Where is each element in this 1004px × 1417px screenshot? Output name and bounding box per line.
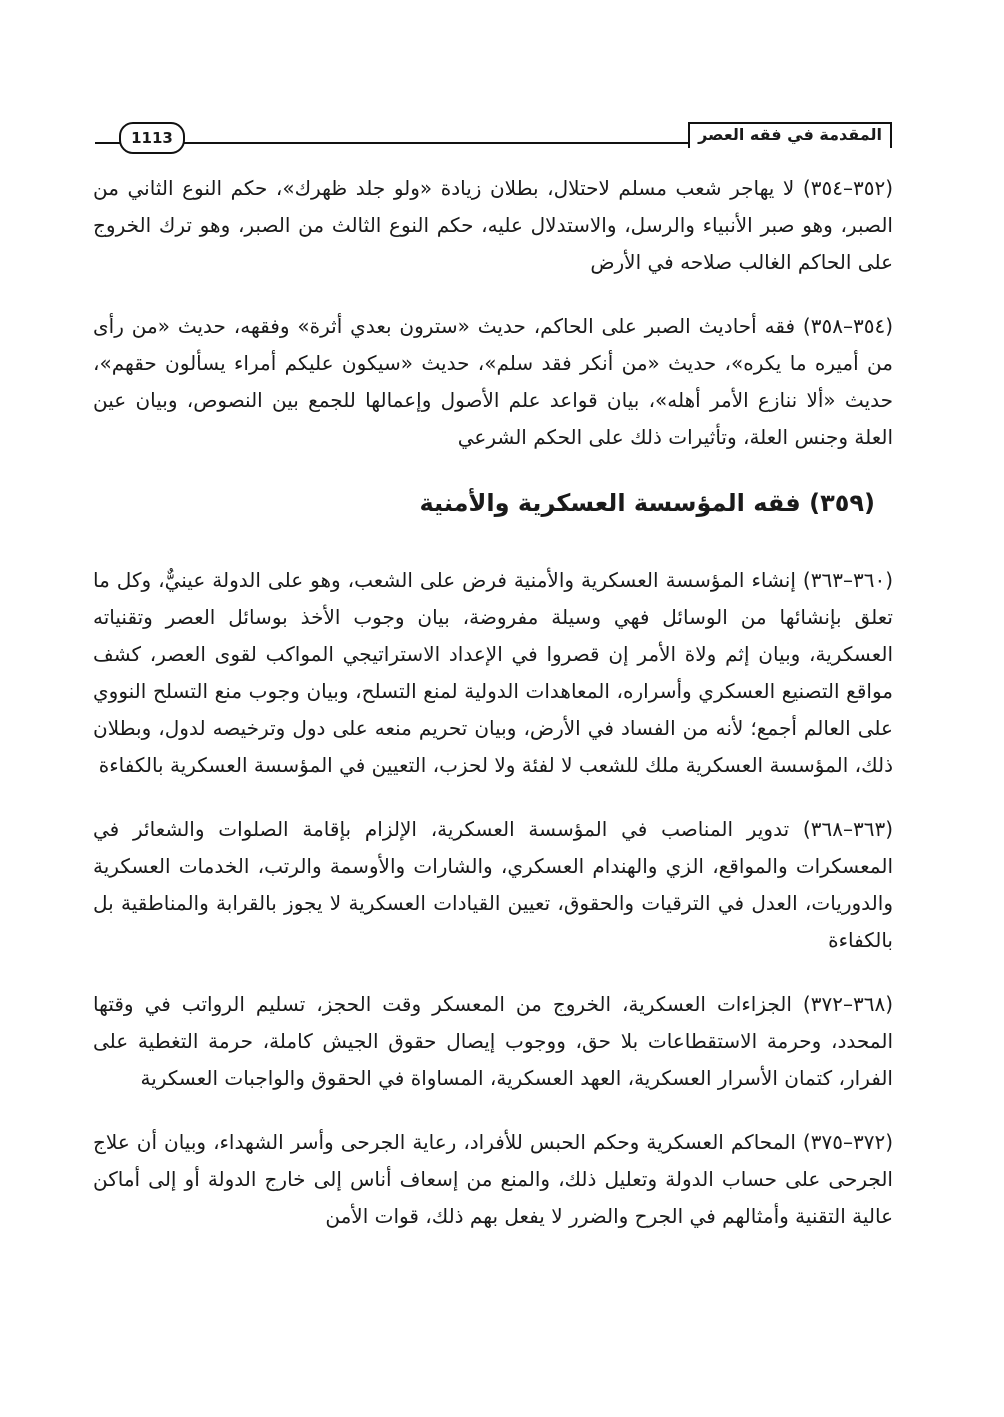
paragraph-368-372: (٣٦٨–٣٧٢) الجزاءات العسكرية، الخروج من المعسكر وقت الحجز، تسليم الرواتب في وقتها المحدد، وحرمة الاستقطاعات بلا حق، ووجوب إيصال حقوق الجيش كاملة، حرمة التغطية على الفرار، كتمان الأسرار العسكرية، العهد العسكرية، المساواة في الحقوق والواجبات العسكرية xyxy=(93,992,893,1090)
paragraph-363-368: (٣٦٣–٣٦٨) تدوير المناصب في المؤسسة العسكرية، الإلزام بإقامة الصلوات والشعائر في المعسكرات والمواقع، الزي والهندام العسكري، والشارات والأوسمة والرتب، الخدمات العسكرية والدوريات، العدل في الترقيات والحقوق، تعيين القيادات العسكرية لا يجوز بالقرابة والمناطقية بل بالكفاءة xyxy=(93,817,893,952)
running-title: المقدمة في فقه العصر xyxy=(688,122,892,148)
section-heading: (٣٥٩) فقه المؤسسة العسكرية والأمنية xyxy=(419,489,875,517)
page-number: 1113 xyxy=(119,122,185,154)
page-header xyxy=(95,112,892,152)
page-body xyxy=(93,170,893,1262)
paragraph-372-375: (٣٧٢–٣٧٥) المحاكم العسكرية وحكم الحبس للأفراد، رعاية الجرحى وأسر الشهداء، وبيان أن علاج الجرحى على حساب الدولة وتعليل ذلك، والمنع من إسعاف أناس إلى خارج الدولة أو إلى أماكن عالية التقنية وأمثالهم في الجرح والضرر لا يفعل بهم ذلك، قوات الأمن xyxy=(93,1130,893,1228)
paragraph-360-363: (٣٦٠–٣٦٣) إنشاء المؤسسة العسكرية والأمنية فرض على الشعب، وهو على الدولة عينيٌّ، وكل ما تعلق بإنشائها من الوسائل فهي وسيلة مفروضة، بيان وجوب الأخذ بوسائل العصر وتقنياته العسكرية، وبيان إثم ولاة الأمر إن قصروا في الإعداد الاستراتيجي المواكب لقوى العصر، كشف مواقع التصنيع العسكري وأسراره، المعاهدات الدولية لمنع التسلح، وبيان وجوب منع التسلح النووي على العالم أجمع؛ لأنه من الفساد في الأرض، وبيان تحريم منعه على دول وترخيصه لدول، وبطلان ذلك، المؤسسة العسكرية ملك للشعب لا لفئة ولا لحزب، التعيين في المؤسسة العسكرية بالكفاءة xyxy=(93,568,893,777)
paragraph-352-354: (٣٥٢–٣٥٤) لا يهاجر شعب مسلم لاحتلال، بطلان زيادة «ولو جلد ظهرك»، حكم النوع الثاني من الصبر، وهو صبر الأنبياء والرسل، والاستدلال عليه، حكم النوع الثالث من الصبر، وهو ترك الخروج على الحاكم الغالب صلاحه في الأرض xyxy=(93,176,893,274)
paragraph-354-358: (٣٥٤–٣٥٨) فقه أحاديث الصبر على الحاكم، حديث «سترون بعدي أثرة» وفقهه، حديث «من رأى من أميره ما يكره»، حديث «من أنكر فقد سلم»، حديث «سيكون عليكم أمراء يسألون حقهم»، حديث «ألا ننازع الأمر أهله»، بيان قواعد علم الأصول وإعمالها للجمع بين النصوص، وبيان عين العلة وجنس العلة، وتأثيرات ذلك على الحكم الشرعي xyxy=(93,314,893,449)
